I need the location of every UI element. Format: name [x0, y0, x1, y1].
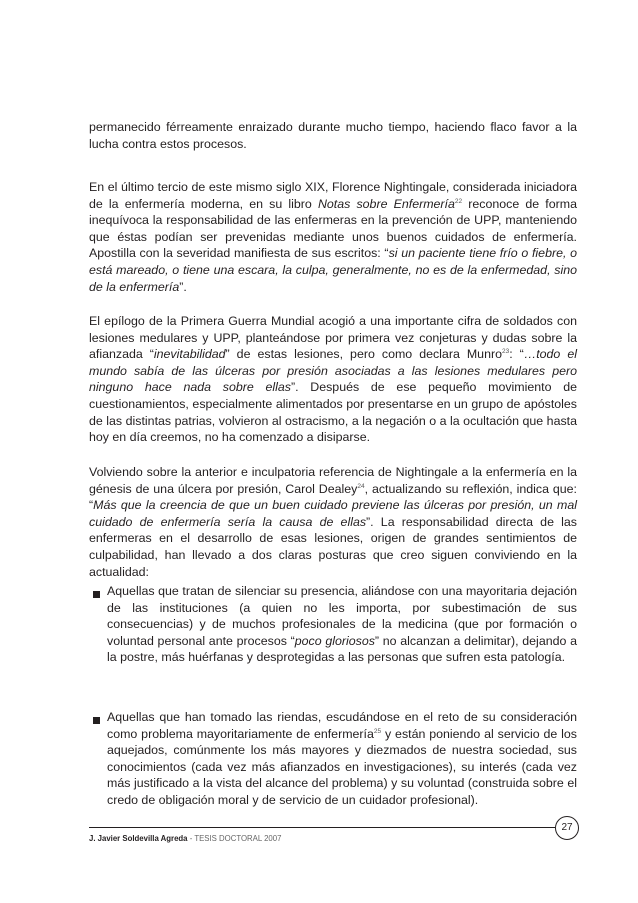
footer-rule [89, 827, 555, 828]
footnote-ref-22[interactable]: 22 [454, 197, 463, 205]
paragraph-3 [89, 313, 577, 446]
p3-italic-inevitabilidad: inevitabilidad [153, 347, 226, 362]
paragraph-1 [89, 119, 577, 152]
list-item-2 [107, 709, 577, 809]
li1-text-c: ” no alcanzan a delimitar), dejando a la postre, más huérfanas y desprotegidas a las personas que sufren esta patología. [107, 633, 577, 665]
dealey-quote: Más que la creencia de que un buen cuidado previene las úlceras por presión, un mal cuidado de enfermería sería la causa de ellas [89, 498, 577, 529]
munro-quote: …todo el mundo sabía de las úlceras por presión asociadas a las lesiones medulares pero ninguno hace nada sobre ellas [89, 347, 577, 395]
footer-author: J. Javier Soldevilla Agreda [89, 834, 188, 843]
bullet-square-icon [93, 717, 100, 724]
p2-text-c: reconoce de forma inequívoca la responsabilidad de las enfermeras en la prevención de UPP, manteniendo que éstas podían ser prevenidas mediante unos buenos cuidados de enfermería. Apostilla con la severidad manifiesta de sus escritos: “ [89, 196, 577, 261]
paragraph-4 [89, 464, 577, 580]
page-number-badge: 27 [555, 816, 579, 840]
li1-italic-poco-gloriosos: poco gloriosos [294, 633, 375, 648]
paragraph-1-text: permanecido férreamente enraizado durante mucho tiempo, haciendo flaco favor a la lucha contra estos procesos. [89, 120, 577, 151]
nightingale-quote: si un paciente tiene frío o fiebre, o está mareado, o tiene una escara, la culpa, generalmente, no es de la enfermedad, sino de la enfermería [89, 246, 578, 294]
p3-text-f: ”. Después de ese pequeño movimiento de cuestionamientos, especialmente alimentados por presentarse en un grupo de apóstoles de las distintas patrias, volvieron al ostracismo, a la negación o a la ocultación que hasta hoy en día creemos, no ha comenzado a disiparse. [89, 380, 577, 445]
p4-text-d: ”. La responsabilidad directa de las enfermeras en el desarrollo de esas lesiones, origen de grandes sentimientos de culpabilidad, han llevado a dos claras posturas que creo siguen conviviendo en la actualidad: [89, 514, 577, 579]
p3-text-a: El epílogo de la Primera Guerra Mundial acogió a una importante cifra de soldados con lesiones medulares y UPP, planteándose por primera vez conjeturas y dudas sobre la afianzada “ [89, 314, 577, 362]
p2-text-e: ”. [179, 279, 187, 294]
li1-text-a: Aquellas que tratan de silenciar su presencia, aliándose con una mayoritaria dejación de las instituciones (a quien no les importa, por subestimación de sus consecuencias) y de muchos profesionales de la medicina (que por formación o voluntad personal ante procesos “ [107, 584, 577, 648]
p3-text-d: : “ [509, 347, 524, 362]
p3-text-c: ” de estas lesiones, pero como declara Munro [225, 347, 502, 362]
bullet-square-icon [93, 591, 100, 598]
p4-text-b: , actualizando su reflexión, indica que: “ [89, 481, 577, 513]
footnote-ref-24[interactable]: 24 [357, 482, 365, 490]
book-title-notas: Notas sobre Enfermería [317, 196, 455, 211]
list-item-1 [107, 583, 577, 666]
footer [89, 834, 281, 844]
footnote-ref-23[interactable]: 23 [501, 348, 510, 356]
li2-text-a: Aquellas que han tomado las riendas, escudándose en el reto de su consideración como problema mayoritariamente de enfermería [107, 710, 577, 741]
footnote-ref-25[interactable]: 25 [373, 727, 382, 735]
footer-thesis-label: TESIS DOCTORAL 2007 [194, 834, 282, 843]
paragraph-2 [89, 179, 577, 295]
li2-text-b: y están poniendo al servicio de los aquejados, comúnmente los más mayores y diezmados de nuestra sociedad, sus conocimientos (cada vez más afianzados en investigaciones), su interés (cada vez más justificado a la vista del alcance del problema) y su voluntad (construida sobre el credo de obligación moral y de servicio de un cuidador profesional). [107, 726, 577, 807]
p4-text-a: Volviendo sobre la anterior e inculpatoria referencia de Nightingale a la enfermería en la génesis de una úlcera por presión, Carol Dealey [89, 465, 577, 496]
footer-separator: - [187, 834, 195, 843]
p2-text-a: En el último tercio de este mismo siglo XIX, Florence Nightingale, considerada iniciadora de la enfermería moderna, en su libro [89, 180, 577, 211]
